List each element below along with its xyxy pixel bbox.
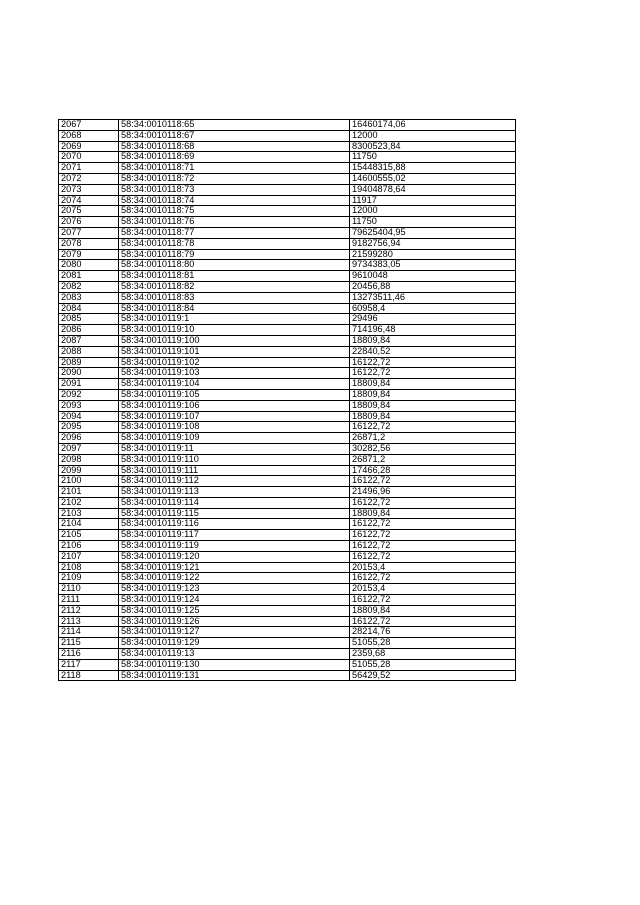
value-cell: 9182756,94: [350, 238, 516, 249]
table-row: [59, 541, 516, 552]
table-row: [59, 152, 516, 163]
table-row: [59, 303, 516, 314]
cadastral-number-cell: 58:34:0010119:115: [119, 508, 350, 519]
table-row: [59, 249, 516, 260]
table-body: [59, 120, 516, 681]
cadastral-number-cell: 58:34:0010119:103: [119, 368, 350, 379]
row-number-cell: 2091: [59, 379, 119, 390]
value-cell: 9610048: [350, 271, 516, 282]
value-cell: 18809,84: [350, 335, 516, 346]
row-number-cell: 2099: [59, 465, 119, 476]
cadastral-number-cell: 58:34:0010118:79: [119, 249, 350, 260]
table-row: [59, 271, 516, 282]
table-row: [59, 141, 516, 152]
row-number-cell: 2093: [59, 400, 119, 411]
value-cell: 8300523,84: [350, 141, 516, 152]
value-cell: 11750: [350, 217, 516, 228]
cadastral-number-cell: 58:34:0010118:83: [119, 292, 350, 303]
value-cell: 16460174,06: [350, 120, 516, 131]
cadastral-number-cell: 58:34:0010118:80: [119, 260, 350, 271]
table-row: [59, 649, 516, 660]
value-cell: 60958,4: [350, 303, 516, 314]
row-number-cell: 2075: [59, 206, 119, 217]
row-number-cell: 2079: [59, 249, 119, 260]
table-row: [59, 335, 516, 346]
value-cell: 16122,72: [350, 541, 516, 552]
cadastral-number-cell: 58:34:0010119:11: [119, 443, 350, 454]
row-number-cell: 2078: [59, 238, 119, 249]
value-cell: 16122,72: [350, 357, 516, 368]
row-number-cell: 2094: [59, 411, 119, 422]
table-row: [59, 411, 516, 422]
row-number-cell: 2096: [59, 433, 119, 444]
cadastral-number-cell: 58:34:0010118:67: [119, 130, 350, 141]
cadastral-number-cell: 58:34:0010119:109: [119, 433, 350, 444]
row-number-cell: 2074: [59, 195, 119, 206]
row-number-cell: 2077: [59, 227, 119, 238]
value-cell: 16122,72: [350, 595, 516, 606]
cadastral-number-cell: 58:34:0010118:65: [119, 120, 350, 131]
table-row: [59, 422, 516, 433]
row-number-cell: 2113: [59, 616, 119, 627]
row-number-cell: 2109: [59, 573, 119, 584]
cadastral-number-cell: 58:34:0010118:71: [119, 163, 350, 174]
table-row: [59, 530, 516, 541]
value-cell: 11917: [350, 195, 516, 206]
table-row: [59, 206, 516, 217]
table-row: [59, 260, 516, 271]
table-row: [59, 465, 516, 476]
table-row: [59, 454, 516, 465]
row-number-cell: 2072: [59, 173, 119, 184]
value-cell: 2359,68: [350, 649, 516, 660]
value-cell: 26871,2: [350, 454, 516, 465]
value-cell: 21599280: [350, 249, 516, 260]
value-cell: 12000: [350, 206, 516, 217]
table-row: [59, 605, 516, 616]
row-number-cell: 2090: [59, 368, 119, 379]
table-row: [59, 120, 516, 131]
cadastral-number-cell: 58:34:0010119:114: [119, 497, 350, 508]
value-cell: 17466,28: [350, 465, 516, 476]
row-number-cell: 2070: [59, 152, 119, 163]
cadastral-number-cell: 58:34:0010118:81: [119, 271, 350, 282]
row-number-cell: 2098: [59, 454, 119, 465]
value-cell: 12000: [350, 130, 516, 141]
cadastral-number-cell: 58:34:0010118:82: [119, 281, 350, 292]
table-row: [59, 519, 516, 530]
row-number-cell: 2095: [59, 422, 119, 433]
row-number-cell: 2087: [59, 335, 119, 346]
cadastral-number-cell: 58:34:0010119:112: [119, 476, 350, 487]
row-number-cell: 2071: [59, 163, 119, 174]
table-row: [59, 497, 516, 508]
table-row: [59, 173, 516, 184]
table-row: [59, 627, 516, 638]
cadastral-number-cell: 58:34:0010119:104: [119, 379, 350, 390]
value-cell: 28214,76: [350, 627, 516, 638]
row-number-cell: 2092: [59, 389, 119, 400]
cadastral-number-cell: 58:34:0010119:123: [119, 584, 350, 595]
table-row: [59, 638, 516, 649]
cadastral-number-cell: 58:34:0010119:130: [119, 659, 350, 670]
value-cell: 20456,88: [350, 281, 516, 292]
value-cell: 15448315,88: [350, 163, 516, 174]
cadastral-number-cell: 58:34:0010118:68: [119, 141, 350, 152]
table-row: [59, 389, 516, 400]
table-row: [59, 368, 516, 379]
cadastral-number-cell: 58:34:0010119:122: [119, 573, 350, 584]
value-cell: 21496,96: [350, 487, 516, 498]
value-cell: 79625404,95: [350, 227, 516, 238]
value-cell: 29496: [350, 314, 516, 325]
value-cell: 16122,72: [350, 497, 516, 508]
value-cell: 16122,72: [350, 530, 516, 541]
row-number-cell: 2111: [59, 595, 119, 606]
row-number-cell: 2082: [59, 281, 119, 292]
table-row: [59, 314, 516, 325]
row-number-cell: 2101: [59, 487, 119, 498]
value-cell: 51055,28: [350, 659, 516, 670]
value-cell: 56429,52: [350, 670, 516, 681]
row-number-cell: 2086: [59, 325, 119, 336]
table-row: [59, 281, 516, 292]
cadastral-number-cell: 58:34:0010118:72: [119, 173, 350, 184]
cadastral-number-cell: 58:34:0010119:108: [119, 422, 350, 433]
table-row: [59, 400, 516, 411]
table-row: [59, 433, 516, 444]
value-cell: 20153,4: [350, 584, 516, 595]
cadastral-number-cell: 58:34:0010119:110: [119, 454, 350, 465]
cadastral-number-cell: 58:34:0010119:124: [119, 595, 350, 606]
table-row: [59, 595, 516, 606]
table-row: [59, 476, 516, 487]
cadastral-number-cell: 58:34:0010119:113: [119, 487, 350, 498]
row-number-cell: 2116: [59, 649, 119, 660]
cadastral-number-cell: 58:34:0010119:1: [119, 314, 350, 325]
table-row: [59, 659, 516, 670]
row-number-cell: 2085: [59, 314, 119, 325]
value-cell: 26871,2: [350, 433, 516, 444]
cadastral-number-cell: 58:34:0010119:127: [119, 627, 350, 638]
row-number-cell: 2076: [59, 217, 119, 228]
table-row: [59, 184, 516, 195]
cadastral-number-cell: 58:34:0010119:125: [119, 605, 350, 616]
cadastral-number-cell: 58:34:0010119:116: [119, 519, 350, 530]
cadastral-number-cell: 58:34:0010119:119: [119, 541, 350, 552]
value-cell: 16122,72: [350, 551, 516, 562]
value-cell: 18809,84: [350, 400, 516, 411]
cadastral-number-cell: 58:34:0010118:73: [119, 184, 350, 195]
row-number-cell: 2068: [59, 130, 119, 141]
cadastral-number-cell: 58:34:0010118:74: [119, 195, 350, 206]
row-number-cell: 2114: [59, 627, 119, 638]
table-row: [59, 325, 516, 336]
cadastral-number-cell: 58:34:0010119:117: [119, 530, 350, 541]
table-row: [59, 227, 516, 238]
row-number-cell: 2106: [59, 541, 119, 552]
table-row: [59, 670, 516, 681]
cadastral-number-cell: 58:34:0010119:126: [119, 616, 350, 627]
cadastral-number-cell: 58:34:0010119:100: [119, 335, 350, 346]
value-cell: 18809,84: [350, 389, 516, 400]
row-number-cell: 2088: [59, 346, 119, 357]
value-cell: 11750: [350, 152, 516, 163]
cadastral-number-cell: 58:34:0010119:120: [119, 551, 350, 562]
table-row: [59, 357, 516, 368]
table-row: [59, 573, 516, 584]
table-row: [59, 443, 516, 454]
table-row: [59, 217, 516, 228]
value-cell: 18809,84: [350, 605, 516, 616]
table-row: [59, 508, 516, 519]
table-row: [59, 379, 516, 390]
row-number-cell: 2107: [59, 551, 119, 562]
value-cell: 16122,72: [350, 573, 516, 584]
table-row: [59, 616, 516, 627]
value-cell: 16122,72: [350, 368, 516, 379]
row-number-cell: 2089: [59, 357, 119, 368]
cadastral-number-cell: 58:34:0010119:13: [119, 649, 350, 660]
row-number-cell: 2083: [59, 292, 119, 303]
cadastral-number-cell: 58:34:0010119:105: [119, 389, 350, 400]
cadastral-number-cell: 58:34:0010119:102: [119, 357, 350, 368]
value-cell: 30282,56: [350, 443, 516, 454]
table-row: [59, 551, 516, 562]
value-cell: 18809,84: [350, 379, 516, 390]
row-number-cell: 2081: [59, 271, 119, 282]
cadastral-number-cell: 58:34:0010118:69: [119, 152, 350, 163]
table-row: [59, 487, 516, 498]
value-cell: 18809,84: [350, 508, 516, 519]
value-cell: 16122,72: [350, 519, 516, 530]
row-number-cell: 2108: [59, 562, 119, 573]
row-number-cell: 2084: [59, 303, 119, 314]
row-number-cell: 2115: [59, 638, 119, 649]
table-row: [59, 130, 516, 141]
row-number-cell: 2103: [59, 508, 119, 519]
table-row: [59, 346, 516, 357]
cadastral-number-cell: 58:34:0010118:76: [119, 217, 350, 228]
row-number-cell: 2105: [59, 530, 119, 541]
table-row: [59, 238, 516, 249]
row-number-cell: 2102: [59, 497, 119, 508]
value-cell: 714196,48: [350, 325, 516, 336]
row-number-cell: 2112: [59, 605, 119, 616]
table-row: [59, 195, 516, 206]
row-number-cell: 2100: [59, 476, 119, 487]
value-cell: 16122,72: [350, 422, 516, 433]
row-number-cell: 2104: [59, 519, 119, 530]
cadastral-number-cell: 58:34:0010118:84: [119, 303, 350, 314]
value-cell: 9734383,05: [350, 260, 516, 271]
value-cell: 13273511,46: [350, 292, 516, 303]
cadastral-number-cell: 58:34:0010119:106: [119, 400, 350, 411]
value-cell: 16122,72: [350, 476, 516, 487]
cadastral-number-cell: 58:34:0010119:111: [119, 465, 350, 476]
row-number-cell: 2117: [59, 659, 119, 670]
value-cell: 20153,4: [350, 562, 516, 573]
row-number-cell: 2073: [59, 184, 119, 195]
row-number-cell: 2097: [59, 443, 119, 454]
row-number-cell: 2067: [59, 120, 119, 131]
table-row: [59, 292, 516, 303]
row-number-cell: 2080: [59, 260, 119, 271]
cadastral-number-cell: 58:34:0010119:10: [119, 325, 350, 336]
cadastral-number-cell: 58:34:0010118:77: [119, 227, 350, 238]
row-number-cell: 2118: [59, 670, 119, 681]
table-row: [59, 163, 516, 174]
cadastral-number-cell: 58:34:0010118:75: [119, 206, 350, 217]
value-cell: 16122,72: [350, 616, 516, 627]
table-row: [59, 584, 516, 595]
cadastral-number-cell: 58:34:0010119:131: [119, 670, 350, 681]
cadastral-number-cell: 58:34:0010119:121: [119, 562, 350, 573]
value-cell: 18809,84: [350, 411, 516, 422]
cadastral-number-cell: 58:34:0010119:107: [119, 411, 350, 422]
cadastral-number-cell: 58:34:0010119:129: [119, 638, 350, 649]
row-number-cell: 2069: [59, 141, 119, 152]
cadastral-number-cell: 58:34:0010118:78: [119, 238, 350, 249]
cadastral-number-cell: 58:34:0010119:101: [119, 346, 350, 357]
value-cell: 51055,28: [350, 638, 516, 649]
row-number-cell: 2110: [59, 584, 119, 595]
value-cell: 14600555,02: [350, 173, 516, 184]
table-row: [59, 562, 516, 573]
data-table: [58, 119, 516, 681]
value-cell: 19404878,64: [350, 184, 516, 195]
value-cell: 22840,52: [350, 346, 516, 357]
